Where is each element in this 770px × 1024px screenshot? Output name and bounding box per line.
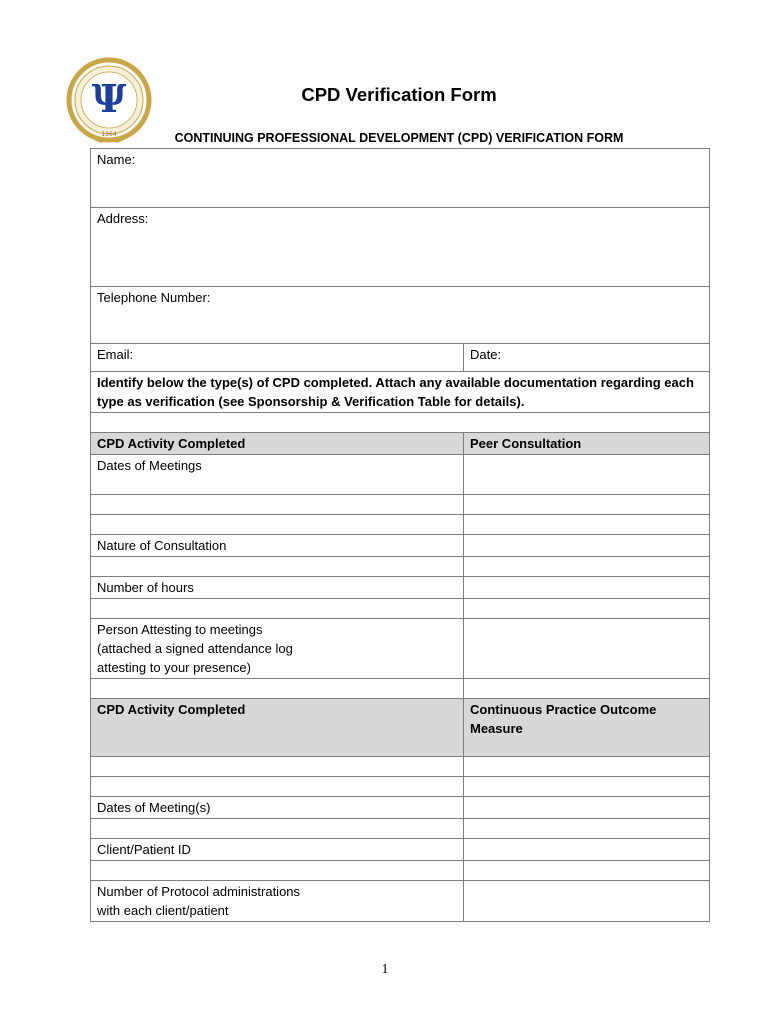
blank-cell[interactable] (464, 819, 710, 839)
section2-type-header (464, 699, 710, 757)
nature-of-consultation-field[interactable] (464, 535, 710, 557)
table-row (91, 515, 710, 535)
nature-of-consultation-label: Nature of Consultation (91, 535, 464, 557)
telephone-field[interactable] (91, 287, 710, 344)
dates-of-meetings-field[interactable] (464, 455, 710, 495)
blank-cell[interactable] (464, 679, 710, 699)
name-row (91, 149, 710, 208)
section2-type-header-line: Measure (470, 721, 523, 736)
instructions-text: Identify below the type(s) of CPD completed. Attach any available documentation regarding each type as verification (see Sponsorship & Verification Table for details). (91, 372, 710, 413)
section2-header-row (91, 699, 710, 757)
person-attesting-line: (attached a signed attendance log (97, 641, 293, 656)
spacer-row (91, 413, 710, 433)
verification-form-table (90, 148, 710, 922)
dates-of-meetings-label: Dates of Meetings (91, 455, 464, 495)
blank-cell[interactable] (91, 861, 464, 881)
blank-cell[interactable] (464, 515, 710, 535)
protocol-administrations-line: with each client/patient (97, 903, 229, 918)
table-row (91, 797, 710, 819)
section1-type-header: Peer Consultation (464, 433, 710, 455)
blank-cell[interactable] (464, 495, 710, 515)
table-row (91, 619, 710, 679)
blank-cell[interactable] (91, 777, 464, 797)
date-field[interactable] (464, 344, 710, 372)
person-attesting-line: Person Attesting to meetings (97, 622, 263, 637)
table-row (91, 495, 710, 515)
client-patient-id-label: Client/Patient ID (91, 839, 464, 861)
blank-cell[interactable] (91, 557, 464, 577)
person-attesting-label (91, 619, 464, 679)
table-row (91, 839, 710, 861)
table-row (91, 881, 710, 922)
blank-cell[interactable] (91, 757, 464, 777)
blank-cell[interactable] (464, 757, 710, 777)
svg-text:Ψ: Ψ (91, 76, 127, 121)
blank-cell[interactable] (464, 777, 710, 797)
protocol-administrations-line: Number of Protocol administrations (97, 884, 301, 899)
blank-cell[interactable] (464, 557, 710, 577)
email-date-row (91, 344, 710, 372)
table-row (91, 535, 710, 557)
dates-of-meetings-label: Dates of Meeting(s) (91, 797, 464, 819)
page-number: 1 (381, 962, 389, 977)
dates-of-meetings-field[interactable] (464, 797, 710, 819)
section2-type-header-line: Continuous Practice Outcome (470, 702, 657, 717)
person-attesting-field[interactable] (464, 619, 710, 679)
client-patient-id-field[interactable] (464, 839, 710, 861)
email-label: Email: (97, 347, 134, 362)
blank-cell[interactable] (91, 819, 464, 839)
number-of-hours-label: Number of hours (91, 577, 464, 599)
protocol-administrations-label (91, 881, 464, 922)
number-of-hours-field[interactable] (464, 577, 710, 599)
address-field[interactable] (91, 208, 710, 287)
name-field[interactable] (91, 149, 710, 208)
blank-cell (91, 413, 710, 433)
table-row (91, 679, 710, 699)
blank-cell[interactable] (91, 599, 464, 619)
table-row (91, 861, 710, 881)
table-row (91, 757, 710, 777)
table-row (91, 599, 710, 619)
instructions-row (91, 372, 710, 413)
blank-cell[interactable] (464, 599, 710, 619)
section1-header-row (91, 433, 710, 455)
form-title: CPD Verification Form (301, 84, 497, 105)
blank-cell[interactable] (91, 495, 464, 515)
table-row (91, 819, 710, 839)
blank-cell[interactable] (91, 515, 464, 535)
svg-text:1964: 1964 (101, 131, 117, 138)
blank-cell[interactable] (91, 679, 464, 699)
table-row (91, 777, 710, 797)
protocol-administrations-field[interactable] (464, 881, 710, 922)
name-label: Name: (97, 152, 136, 167)
address-row (91, 208, 710, 287)
address-label: Address: (97, 211, 149, 226)
form-subtitle: CONTINUING PROFESSIONAL DEVELOPMENT (CPD) VERIFICATION FORM (174, 131, 624, 145)
email-field[interactable] (91, 344, 464, 372)
table-row (91, 577, 710, 599)
date-label: Date: (470, 347, 502, 362)
table-row (91, 455, 710, 495)
person-attesting-line: attesting to your presence) (97, 660, 251, 675)
telephone-label: Telephone Number: (97, 290, 211, 305)
section2-activity-header: CPD Activity Completed (91, 699, 464, 757)
blank-cell[interactable] (464, 861, 710, 881)
section1-activity-header: CPD Activity Completed (91, 433, 464, 455)
table-row (91, 557, 710, 577)
telephone-row (91, 287, 710, 344)
